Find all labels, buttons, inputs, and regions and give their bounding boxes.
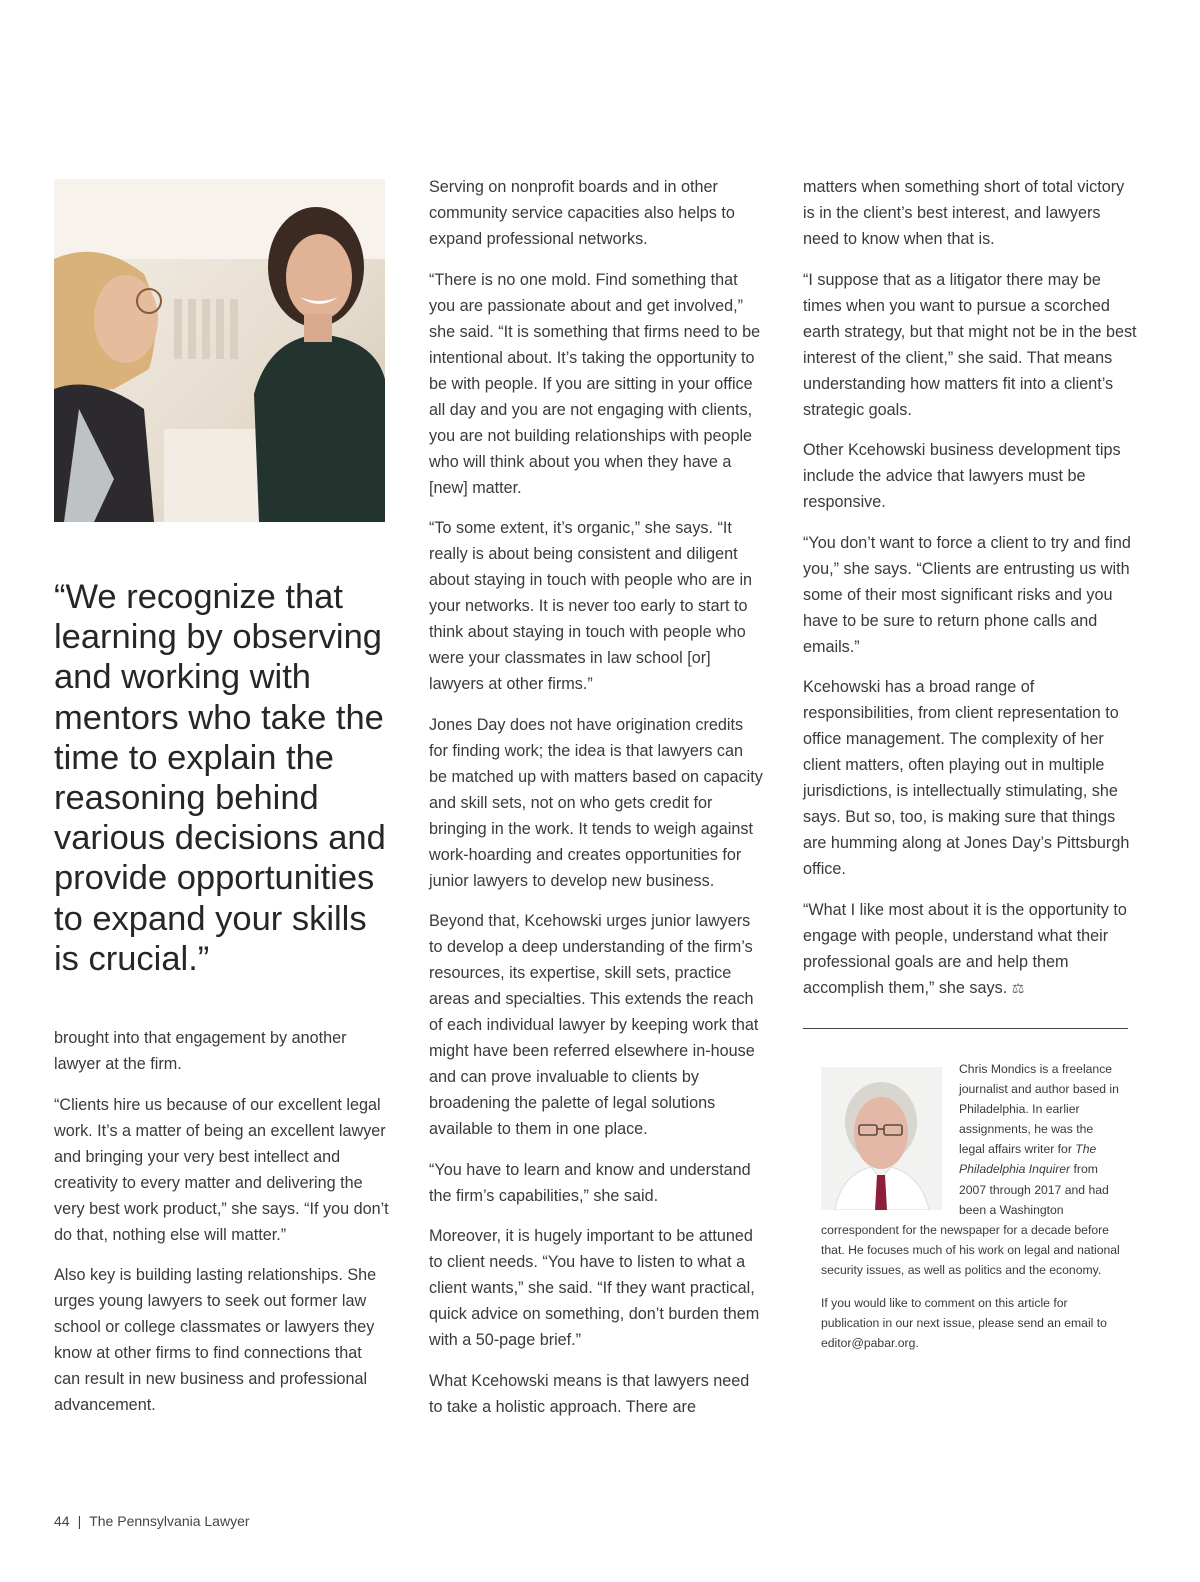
page-footer: [54, 1512, 250, 1530]
paragraph: “I suppose that as a litigator there may be times when you want to pursue a scorched earth strategy, but that might not be in the best interest of the client,” she said. That means understanding how matters fit into a client’s strategic goals.: [803, 270, 1137, 419]
section-divider: [803, 1028, 1128, 1029]
pull-quote: “We recognize that learning by observing and working with mentors who take the time to explain the reasoning behind various decisions and provide opportunities to expand your skills is crucial.”: [54, 578, 386, 978]
paragraph: What Kcehowski means is that lawyers need to take a holistic approach. There are: [429, 1371, 750, 1416]
author-bio-rest: from 2007 through 2017 and had been a Washington correspondent for the newspaper for a decade before that. He focuses much of his work on legal and national security issues, as well as politics and the economy.: [821, 1162, 1120, 1277]
photo-two-women-talking: [54, 179, 385, 522]
page-number: 44: [54, 1513, 70, 1529]
paragraph: Beyond that, Kcehowski urges junior lawyers to develop a deep understanding of the firm’s resources, its expertise, skill sets, practice areas and specialties. This extends the reach of each individual lawyer by keeping work that might have been referred elsewhere in-house and can prove invaluable to clients by broadening the palette of legal solutions available to them in one place.: [429, 912, 759, 1138]
comment-note: If you would like to comment on this article for publication in our next issue, please send an email to editor@pabar.org.: [821, 1296, 1107, 1351]
paragraph: Jones Day does not have origination credits for finding work; the idea is that lawyers can be matched up with matters based on capacity and skill sets, not on who gets credit for bringing in the work. It tends to weigh against work-hoarding and creates opportunities for junior lawyers to develop new business.: [429, 715, 763, 890]
column-2: [429, 174, 764, 1434]
paragraph: “You don’t want to force a client to try and find you,” she says. “Clients are entrusting us with some of their most significant risks and you have to be sure to return phone calls and emails.”: [803, 533, 1131, 656]
paragraph: Kcehowski has a broad range of responsibilities, from client representation to office management. The complexity of her client matters, often playing out in multiple jurisdictions, is intellectually stimulating, she says. But so, too, is making sure that things are humming along at Jones Day’s Pittsburgh office.: [803, 678, 1130, 878]
paragraph: “To some extent, it’s organic,” she says. “It really is about being consistent and diligent about staying in touch with people who are in your networks. It is never too early to start to think about staying in touch with people who were your classmates in law school [or] lawyers at other firms.”: [429, 519, 753, 693]
author-bio-text: [821, 1059, 1121, 1280]
author-bio-intro: Chris Mondics is a freelance journalist and author based in Philadelphia. In earlier assignments, he was the legal affairs writer for: [959, 1062, 1119, 1157]
paragraph: Moreover, it is hugely important to be attuned to client needs. “You have to listen to what a client wants,” she said. “If they want practical, quick advice on something, don’t burden them with a 50-page brief.”: [429, 1227, 760, 1349]
paragraph: Also key is building lasting relationships. She urges young lawyers to seek out former law school or college classmates or lawyers they know at other firms to find connections that can result in new business and professional advancement.: [54, 1266, 377, 1414]
publication-title: The Pennsylvania Lawyer: [89, 1513, 250, 1529]
paragraph: matters when something short of total victory is in the client’s best interest, and lawyers need to know when that is.: [803, 178, 1125, 248]
photo-wrap-space: [821, 1059, 959, 1219]
closing-paragraph: [803, 897, 1138, 1001]
scales-of-justice-icon: ⚖: [1011, 979, 1025, 996]
column-1-body: [54, 1025, 389, 1433]
footer-separator: |: [77, 1513, 82, 1529]
column-3: [803, 174, 1138, 1015]
paragraph: “You have to learn and know and understand the firm’s capabilities,” she said.: [429, 1160, 751, 1205]
paragraph: Serving on nonprofit boards and in other community service capacities also helps to expand professional networks.: [429, 178, 735, 248]
paragraph: brought into that engagement by another lawyer at the firm.: [54, 1029, 347, 1073]
paragraph: “There is no one mold. Find something that you are passionate about and get involved,” she said. “It is something that firms need to be intentional about. It’s taking the opportunity to be with people. If you are sitting in your office all day and you are not engaging with clients, you are not building relationships with people who will think about you when they have a [new] matter.: [429, 270, 761, 497]
paragraph: “Clients hire us because of our excellent legal work. It’s a matter of being an excellent lawyer and bringing your very best intellect and creativity to every matter and delivering the very best work product,” she says. “If you don’t do that, nothing else will matter.”: [54, 1095, 389, 1244]
author-bio: [821, 1059, 1121, 1353]
closing-paragraph-text: “What I like most about it is the opportunity to engage with people, understand what their professional goals are and help them accomplish them,” she says.: [803, 900, 1127, 997]
paragraph: Other Kcehowski business development tips include the advice that lawyers must be responsive.: [803, 441, 1121, 511]
article-photo: [54, 179, 385, 522]
publication-name: The Philadelphia Inquirer: [959, 1142, 1097, 1177]
